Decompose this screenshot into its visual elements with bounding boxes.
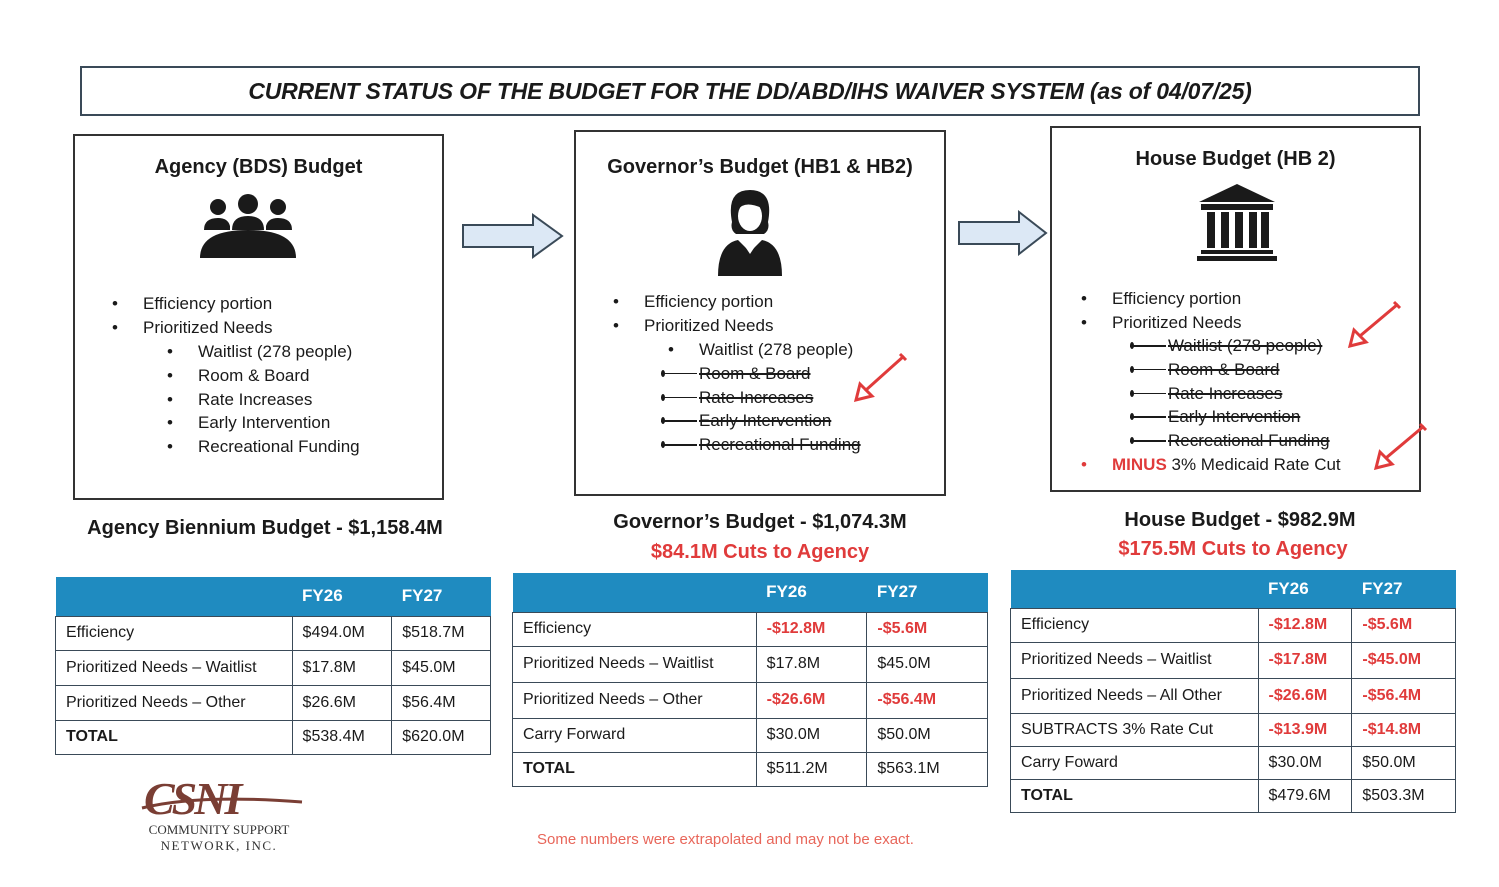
list-item-removed: Early Intervention [1168,405,1330,429]
house-cuts: $175.5M Cuts to Agency [1118,538,1348,560]
house-budget-table [1010,570,1456,813]
list-item: • Prioritized Needs [613,315,774,335]
logo-line2: NETWORK, INC. [160,838,278,853]
table-row: Prioritized Needs – Waitlist $17.8M $45.0M [513,646,988,682]
table-row: Carry Forward $30.0M $50.0M [513,718,988,752]
list-item: • Recreational Funding [167,437,360,457]
logo-line1: COMMUNITY SUPPORT [148,822,290,837]
table-header-row: FY26 FY27 [1011,570,1456,608]
table-row: Efficiency -$12.8M -$5.6M [1011,608,1456,642]
page-title: CURRENT STATUS OF THE BUDGET FOR THE DD/ABD/IHS WAIVER SYSTEM (as of 04/07/25) [248,77,1252,104]
list-item: • Room & Board [167,365,310,385]
list-item: • Waitlist (278 people) [167,342,353,361]
house-budget-card [1050,126,1421,492]
table-row: Carry Foward $30.0M $50.0M [1011,746,1456,779]
governor-budget-table [512,573,988,787]
group-people-icon [198,194,298,262]
list-item-removed: Recreational Funding [699,433,861,457]
agency-budget-card [73,134,444,500]
red-pointer-arrow-icon [1346,300,1402,348]
agency-subitems-list [167,340,360,459]
table-row: SUBTRACTS 3% Rate Cut -$13.9M -$14.8M [1011,713,1456,746]
agency-items-list [112,292,273,340]
table-total-row: TOTAL $538.4M $620.0M [56,720,491,754]
list-item-removed: Room & Board [1168,358,1330,382]
governor-items-list [613,290,774,338]
list-item-removed: Rate Increases [1168,382,1330,406]
agency-biennium-total: Agency Biennium Budget - $1,158.4M [87,517,443,539]
table-row: Prioritized Needs – Waitlist -$17.8M -$45.0M [1011,642,1456,678]
card-title: Governor’s Budget (HB1 & HB2) [607,156,913,178]
list-item: • Rate Increases [167,389,313,409]
card-title: Agency (BDS) Budget [154,156,363,178]
house-budget-total: House Budget - $982.9M [1124,509,1356,531]
table-row: Prioritized Needs – Other -$26.6M -$56.4M [513,682,988,718]
table-header-row: FY26 FY27 [56,577,491,616]
house-subitems-list [1168,334,1330,453]
table-row: Efficiency $494.0M $518.7M [56,616,491,650]
list-item-removed: Rate Increases [699,386,861,410]
table-row: Prioritized Needs – All Other -$26.6M -$56.4M [1011,678,1456,713]
governor-budget-total: Governor’s Budget - $1,074.3M [613,511,907,533]
list-item: • Early Intervention [167,413,331,433]
table-total-row: TOTAL $511.2M $563.1M [513,752,988,786]
list-item-removed: Room & Board [699,362,861,386]
agency-budget-table [55,577,491,755]
list-item: • Prioritized Needs [1081,312,1242,332]
list-item: • Waitlist (278 people) [668,340,854,359]
red-pointer-arrow-icon [1372,422,1428,470]
list-item: • Efficiency portion [613,292,774,311]
right-arrow-icon [461,213,565,259]
governor-budget-card [574,130,946,496]
list-item-removed: Early Intervention [699,409,861,433]
title-banner [80,66,1420,116]
logo-mark: CSNI [144,773,240,824]
house-items-list [1081,287,1242,335]
list-item-minus: • MINUS 3% Medicaid Rate Cut [1081,455,1341,474]
list-item: • Efficiency portion [1081,289,1242,308]
table-row: Prioritized Needs – Waitlist $17.8M $45.0M [56,650,491,685]
table-header-row: FY26 FY27 [513,573,988,612]
right-arrow-icon [957,210,1049,256]
list-item-removed: Waitlist (278 people) [1168,334,1330,358]
table-row: Prioritized Needs – Other $26.6M $56.4M [56,685,491,720]
house-extra-list [1081,453,1341,477]
list-item: • Prioritized Needs [112,317,273,337]
woman-person-icon [714,186,786,278]
governor-cuts: $84.1M Cuts to Agency [650,541,870,563]
governor-subitems-list [668,338,861,457]
list-item: • Efficiency portion [112,294,273,313]
government-building-icon [1197,182,1277,262]
table-row: Efficiency -$12.8M -$5.6M [513,612,988,646]
footnote: Some numbers were extrapolated and may not be exact. [537,831,914,848]
table-total-row: TOTAL $479.6M $503.3M [1011,779,1456,812]
csni-logo [128,772,318,862]
red-pointer-arrow-icon [852,352,908,404]
card-title: House Budget (HB 2) [1135,148,1336,170]
list-item-removed: Recreational Funding [1168,429,1330,453]
